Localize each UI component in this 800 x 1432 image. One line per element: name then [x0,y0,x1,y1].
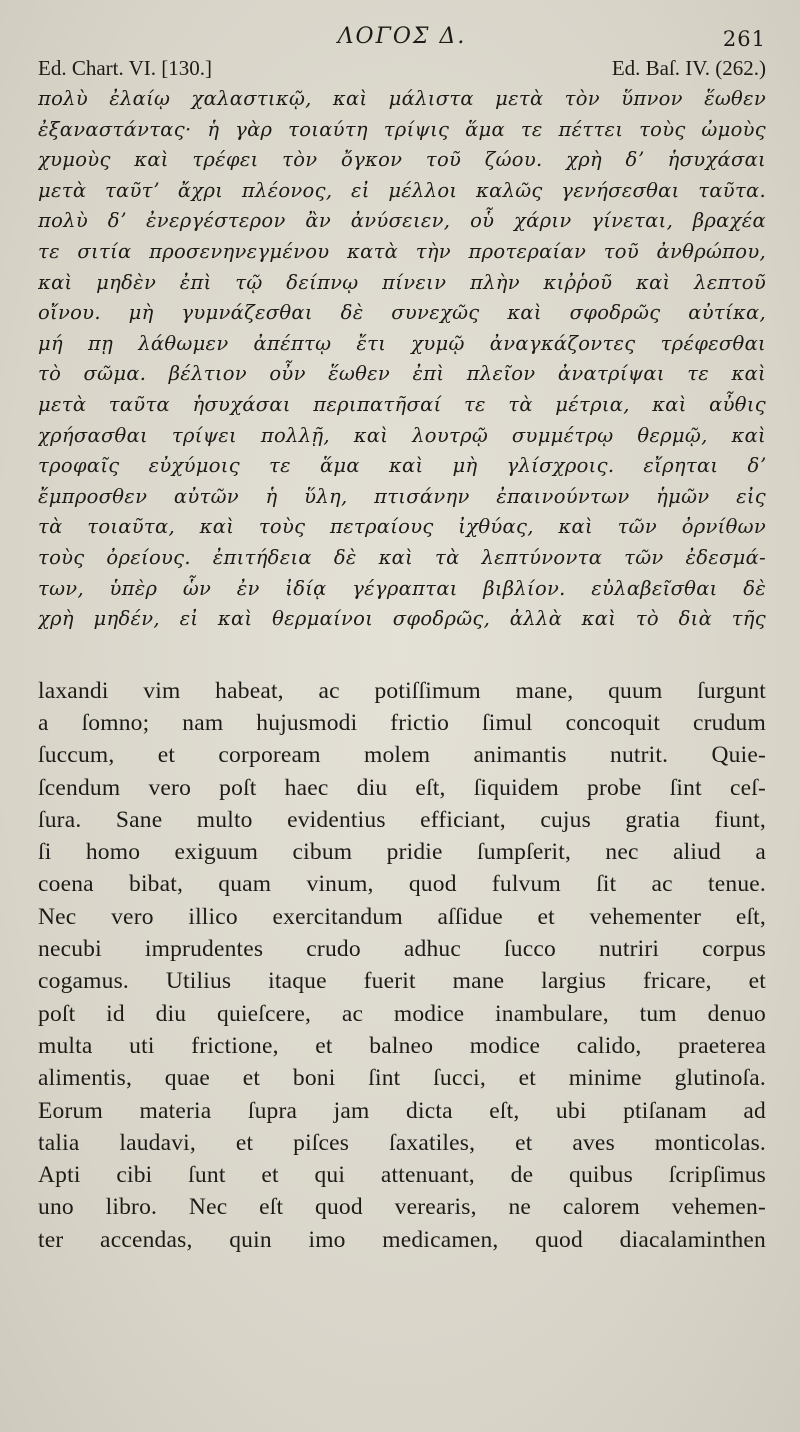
running-head [38,22,766,52]
page-number: 261 [722,27,766,51]
latin-text-line: talia laudavi, et piſces ſaxatiles, et aves monticolas. [38,1129,766,1156]
greek-text-line: χρήσασθαι τρίψει πολλῇ, καὶ λουτρῷ συμμέτρῳ θερμῷ, καὶ [38,423,766,447]
latin-text-line: multa uti frictione, et balneo modice calido, praeterea [38,1032,766,1059]
latin-text-line: cogamus. Utilius itaque fuerit mane largius fricare, et [38,968,766,995]
latin-text-line: uno libro. Nec eſt quod verearis, ne calorem vehemen- [38,1194,766,1221]
greek-text-line: πολὺ ἐλαίῳ χαλαστικῷ, καὶ μάλιστα μετὰ τὸν ὕπνον ἕωθεν [38,87,766,110]
latin-text-line: ſura. Sane multo evidentius efficiant, cujus gratia fiunt, [38,806,766,833]
section-gap [38,635,766,675]
edition-reference-right: Ed. Baſ. IV. (262.) [611,56,766,80]
greek-text-line: χρὴ μηδέν, εἰ καὶ θερμαίνοι σφοδρῶς, ἀλλὰ καὶ τὸ διὰ τῆς [38,607,766,631]
running-head-title: ΛΟΓΟΣ Δ. [337,24,467,49]
greek-text-line: πολὺ δʼ ἐνεργέστερον ἂν ἀνύσειεν, οὗ χάριν γίνεται, βραχέα [38,209,766,233]
latin-text-line: alimentis, quae et boni ſint ſucci, et minime glutinoſa. [38,1065,766,1092]
greek-text-block [38,84,766,635]
greek-text-line: τε σιτία προσενηνεγμένου κατὰ τὴν προτεραίαν τοῦ ἀνθρώπου, [38,239,766,263]
latin-text-line: Apti cibi ſunt et qui attenuant, de quibus ſcripſimus [38,1162,766,1189]
greek-text-line: μετὰ ταῦτα ἡσυχάσαι περιπατῆσαί τε τὰ μέτρια, καὶ αὖθις [38,392,766,416]
latin-text-block [38,675,766,1256]
greek-text-line: τροφαῖς εὐχύμοις τε ἅμα καὶ μὴ γλίσχροις. εἴρηται δʼ [38,454,766,478]
latin-text-line: ſcendum vero poſt haec diu eſt, ſiquidem probe ſint ceſ- [38,774,766,801]
latin-text-line: poſt id diu quieſcere, ac modice inambulare, tum denuo [38,1000,766,1027]
latin-text-line: ſuccum, et corpoream molem animantis nutrit. Quie- [38,742,766,769]
latin-text-line: laxandi vim habeat, ac potiſſimum mane, quum ſurgunt [38,677,766,704]
greek-text-line: μετὰ ταῦτʼ ἄχρι πλέονος, εἰ μέλλοι καλῶς γενήσεσθαι ταῦτα. [38,178,766,202]
latin-text-line: coena bibat, quam vinum, quod fulvum ſit ac tenue. [38,871,766,898]
greek-text-line: χυμοὺς καὶ τρέφει τὸν ὄγκον τοῦ ζώου. χρὴ δʼ ἡσυχάσαι [38,148,766,172]
greek-text-line: των, ὑπὲρ ὧν ἐν ἰδίᾳ γέγραπται βιβλίον. εὐλαβεῖσθαι δὲ [38,576,766,600]
latin-text-line: necubi imprudentes crudo adhuc ſucco nutriri corpus [38,936,766,963]
greek-text-line: τὸ σῶμα. βέλτιον οὖν ἕωθεν ἐπὶ πλεῖον ἀνατρίψαι τε καὶ [38,362,766,386]
latin-text-line: Nec vero illico exercitandum aſſidue et vehementer eſt, [38,903,766,930]
latin-text-line: ter accendas, quin imo medicamen, quod diacalaminthen [38,1226,766,1253]
greek-text-line: οἴνου. μὴ γυμνάζεσθαι δὲ συνεχῶς καὶ σφοδρῶς αὐτίκα, [38,301,766,325]
edition-reference-line [38,52,766,84]
greek-text-line: καὶ μηδὲν ἐπὶ τῷ δείπνῳ πίνειν πλὴν κιῤῥοῦ καὶ λεπτοῦ [38,270,766,294]
greek-text-line: τοὺς ὀρείους. ἐπιτήδεια δὲ καὶ τὰ λεπτύνοντα τῶν ἐδεσμά- [38,545,766,569]
greek-text-line: τὰ τοιαῦτα, καὶ τοὺς πετραίους ἰχθύας, καὶ τῶν ὀρνίθων [38,515,766,539]
greek-text-line: ἐξαναστάντας· ἡ γὰρ τοιαύτη τρίψις ἅμα τε πέττει τοὺς ὠμοὺς [38,117,766,141]
greek-text-line: ἔμπροσθεν αὐτῶν ἡ ὕλη, πτισάνην ἐπαινούντων ἡμῶν εἰς [38,484,766,508]
edition-reference-left: Ed. Chart. VI. [130.] [38,56,212,80]
latin-text-line: a ſomno; nam hujusmodi frictio ſimul concoquit crudum [38,709,766,736]
latin-text-line: Eorum materia ſupra jam dicta eſt, ubi ptiſanam ad [38,1097,766,1124]
greek-text-line: μή πῃ λάθωμεν ἀπέπτῳ ἔτι χυμῷ ἀναγκάζοντες τρέφεσθαι [38,331,766,355]
latin-text-line: ſi homo exiguum cibum pridie ſumpſerit, nec aliud a [38,839,766,866]
